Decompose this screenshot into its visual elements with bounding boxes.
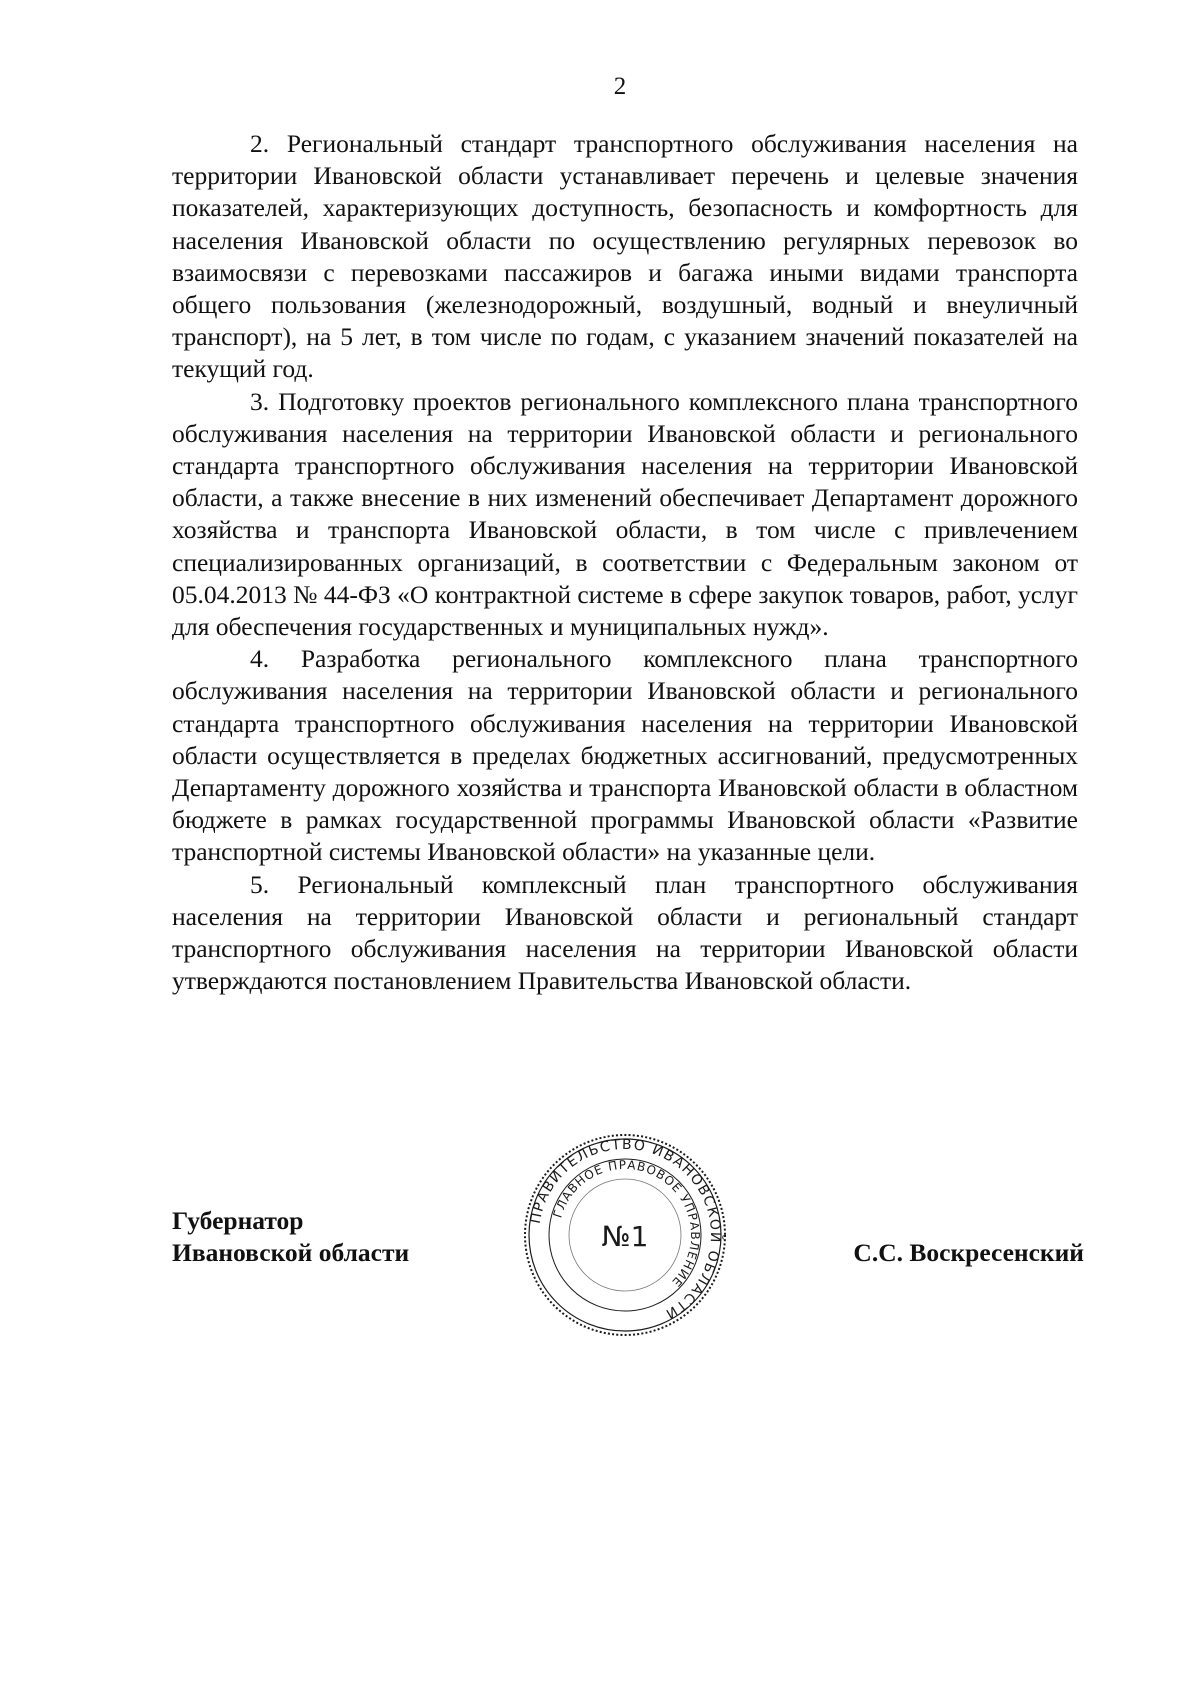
paragraph-4: 4. Разработка регионального комплексного плана транспортного обслуживания населения на территории Ивановской области и регионального стандарта транспортного обслуживания населения на территории Ивановской области осуществляется в пределах бюджетных ассигнований, предусмотренных Департаменту дорожного хозяйства и транспорта Ивановской области в областном бюджете в рамках государственной программы Ивановской области «Развитие транспортной системы Ивановской области» на указанные цели.	[172, 644, 1078, 867]
paragraph-3: 3. Подготовку проектов регионального комплексного плана транспортного обслуживания населения на территории Ивановской области и регионального стандарта транспортного обслуживания населения на территории Ивановской области, а также внесение в них изменений обеспечивает Департамент дорожного хозяйства и транспорта Ивановской области, в том числе с привлечением специализированных организаций, в соответствии с Федеральным законом от 05.04.2013 № 44-ФЗ «О контрактной системе в сфере закупок товаров, работ, услуг для обеспечения государственных и муниципальных нужд».	[172, 386, 1078, 642]
seal-outer-text: ПРАВИТЕЛЬСТВО ИВАНОВСКОЙ ОБЛАСТИ	[527, 1136, 724, 1323]
signatory-title	[172, 1205, 409, 1269]
signatory-title-line1: Губернатор	[172, 1206, 304, 1235]
paragraph-5: 5. Региональный комплексный план транспортного обслуживания населения на территории Ивановской области и региональный стандарт транспортного обслуживания населения на территории Ивановской области утверждаются постановлением Правительства Ивановской области.	[172, 869, 1078, 996]
seal-center-text: №1	[601, 1220, 649, 1253]
signatory-title-line2: Ивановской области	[172, 1238, 410, 1267]
paragraph-2: 2. Региональный стандарт транспортного обслуживания населения на территории Ивановской области устанавливает перечень и целевые значения показателей, характеризующих доступность, безопасность и комфортность для населения Ивановской области по осуществлению регулярных перевозок во взаимосвязи с перевозками пассажиров и багажа иными видами транспорта общего пользования (железнодорожный, воздушный, водный и внеуличный транспорт), на 5 лет, в том числе по годам, с указанием значений показателей на текущий год.	[172, 129, 1078, 384]
seal-inner-text: ГЛАВНОЕ ПРАВОВОЕ УПРАВЛЕНИЕ	[550, 1157, 703, 1290]
signatory-name: С.С. Воскресенский	[853, 1238, 1084, 1267]
page-number: 2	[613, 73, 627, 100]
document-body	[172, 128, 1078, 997]
signature-block	[172, 1205, 1084, 1315]
